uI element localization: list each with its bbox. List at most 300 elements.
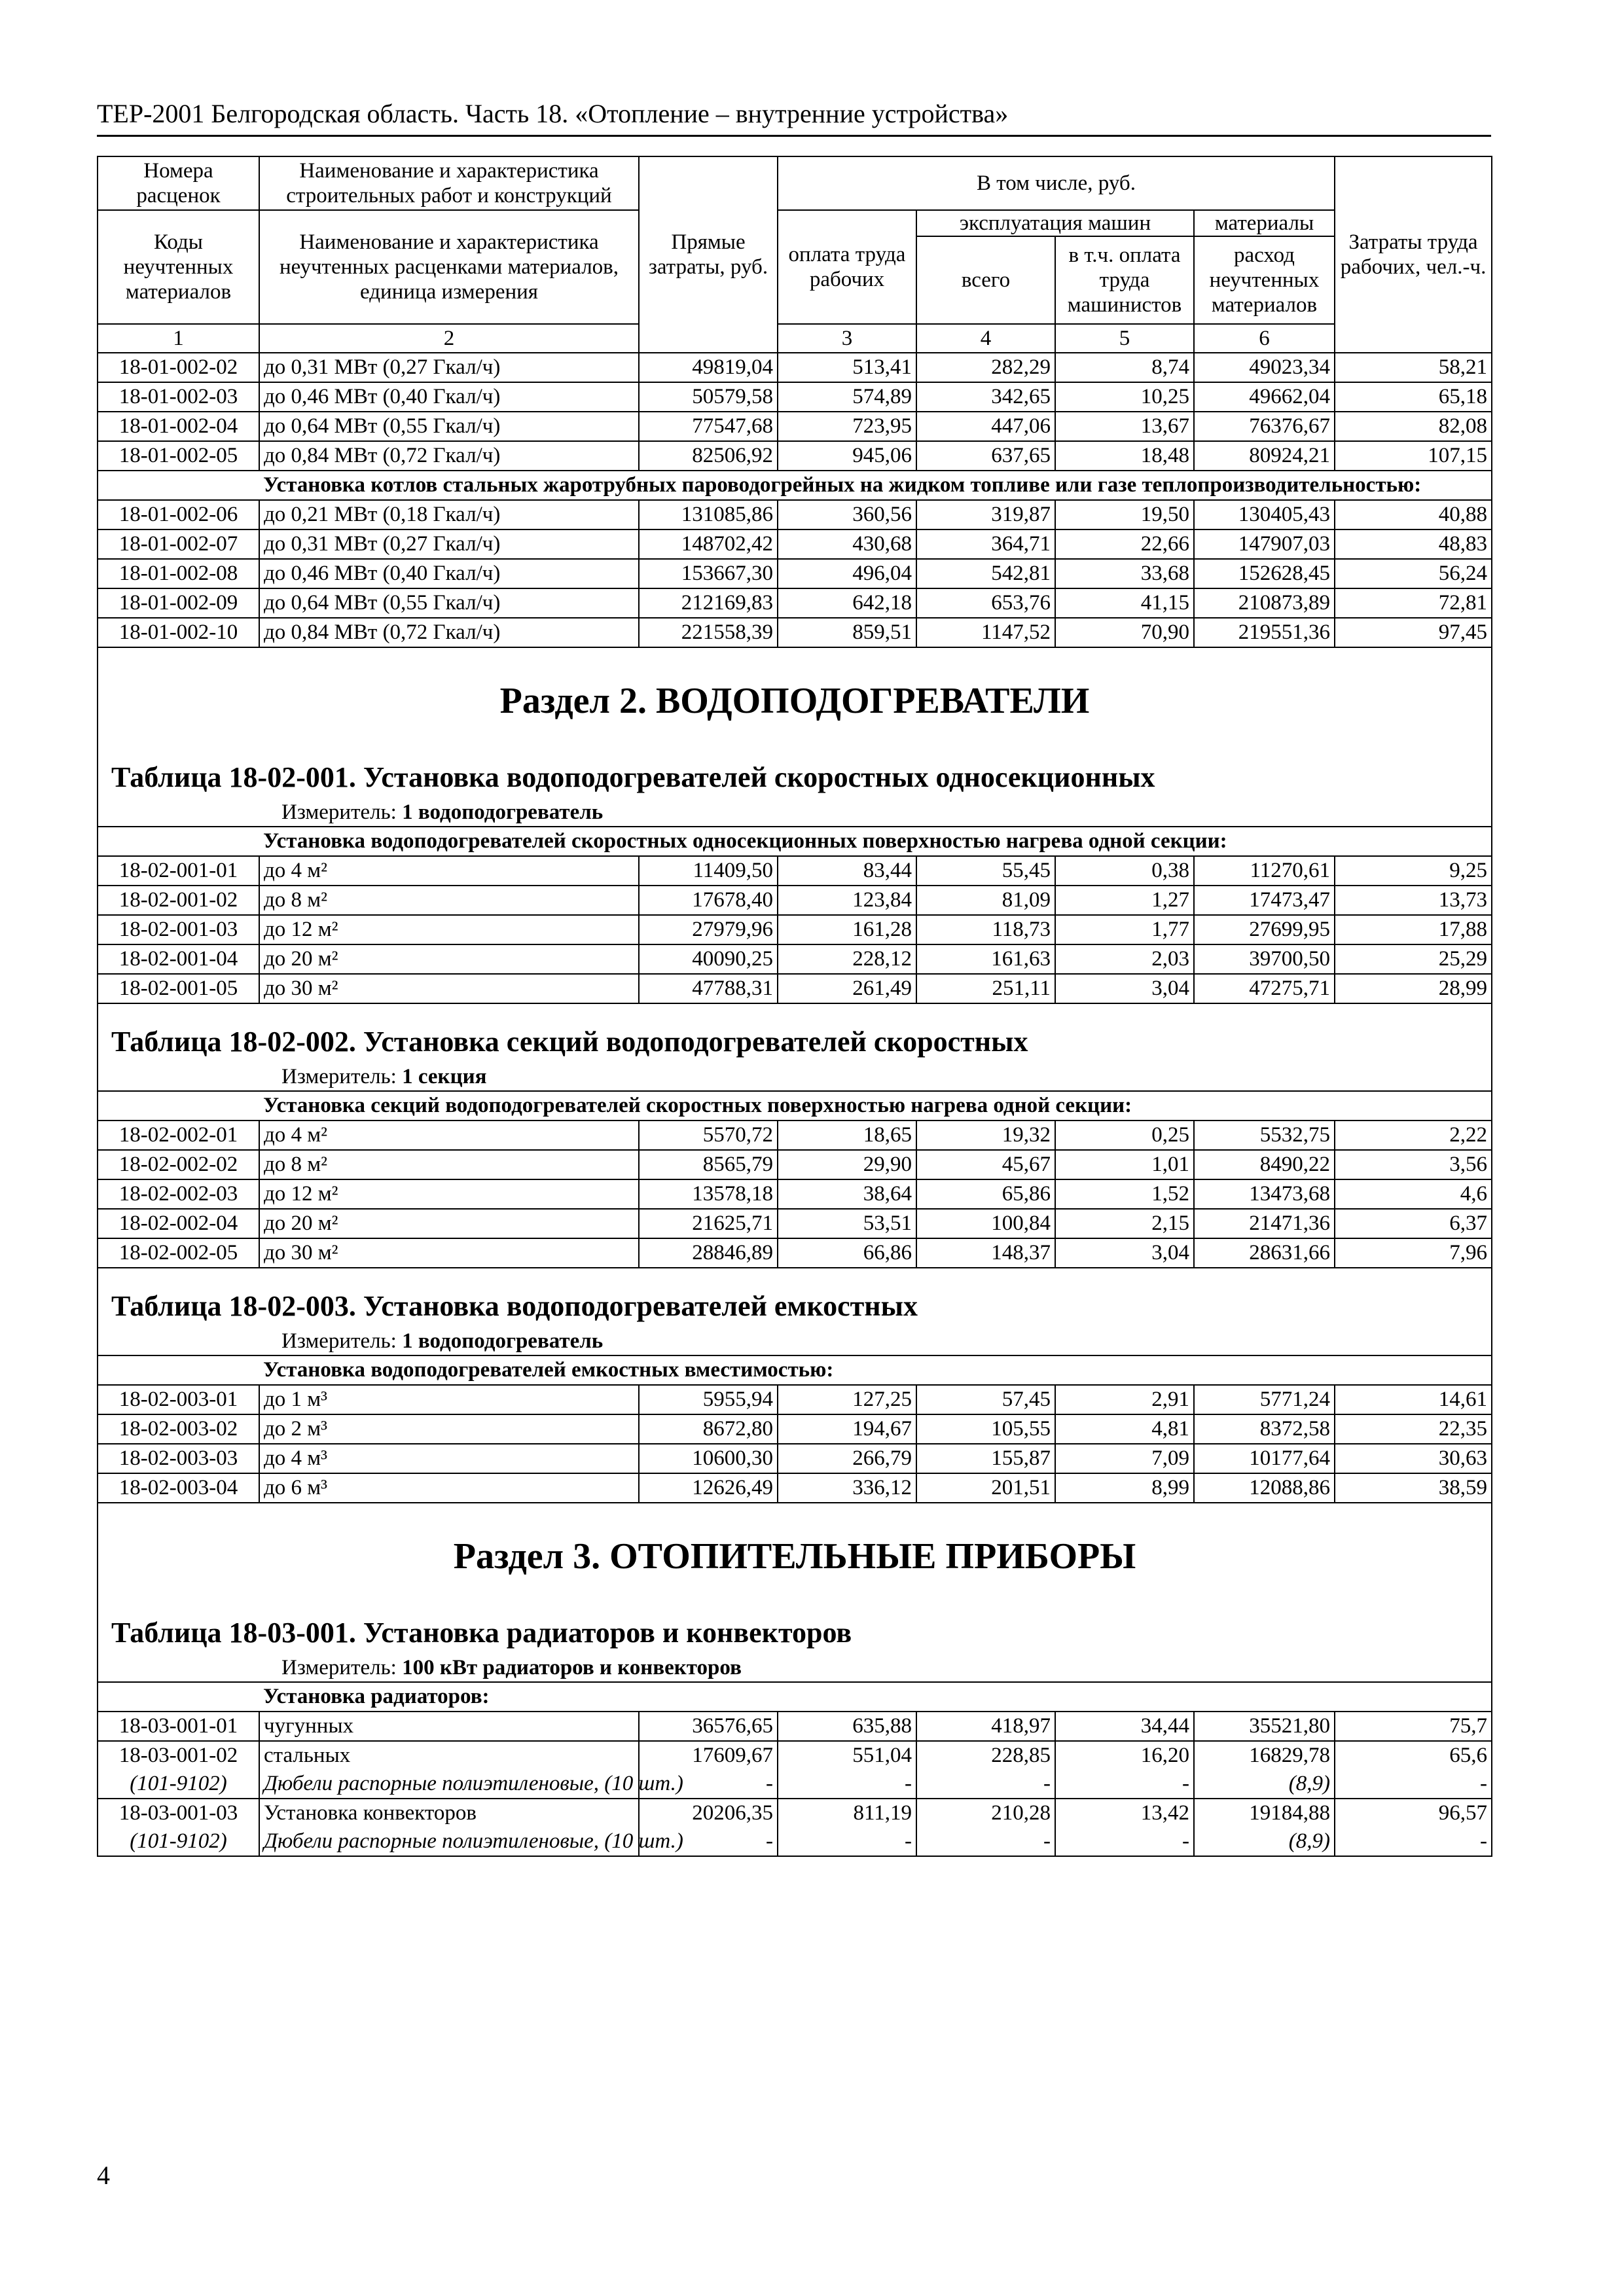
labor-hours: 40,88 bbox=[1335, 500, 1492, 529]
machinist-pay: 1,01 bbox=[1055, 1150, 1194, 1179]
materials-cost: 49023,34 bbox=[1194, 353, 1335, 382]
table-title: Таблица 18-02-001. Установка водоподогревателей скоростных односекционных bbox=[111, 761, 1155, 793]
direct-cost: 8672,80 bbox=[639, 1414, 778, 1444]
rate-code: 18-01-002-09 bbox=[98, 588, 259, 618]
table-row bbox=[98, 1121, 1492, 1150]
machines-total: 155,87 bbox=[916, 1444, 1055, 1473]
labor-cost: 336,12 bbox=[778, 1473, 916, 1503]
labor-hours: 96,57 bbox=[1335, 1799, 1492, 1827]
subheading: Установка радиаторов: bbox=[259, 1682, 1492, 1712]
rate-code: 18-02-001-02 bbox=[98, 886, 259, 915]
materials-cost: 49662,04 bbox=[1194, 382, 1335, 412]
work-name: до 0,64 МВт (0,55 Гкал/ч) bbox=[259, 588, 639, 618]
materials-cost: 47275,71 bbox=[1194, 974, 1335, 1003]
direct-cost: - bbox=[639, 1770, 778, 1799]
machines-total: - bbox=[916, 1770, 1055, 1799]
table-caption bbox=[98, 1503, 1492, 1682]
labor-cost: 161,28 bbox=[778, 915, 916, 944]
materials-cost: 28631,66 bbox=[1194, 1238, 1335, 1268]
labor-cost: 228,12 bbox=[778, 944, 916, 974]
labor-hours: 9,25 bbox=[1335, 856, 1492, 886]
materials-cost: 219551,36 bbox=[1194, 618, 1335, 647]
header-c6: в т.ч. оплата труда машинистов bbox=[1067, 243, 1182, 317]
machines-total: 105,55 bbox=[916, 1414, 1055, 1444]
labor-hours: 75,7 bbox=[1335, 1712, 1492, 1741]
labor-hours: 17,88 bbox=[1335, 915, 1492, 944]
table-caption-row bbox=[98, 1268, 1492, 1355]
materials-cost: 210873,89 bbox=[1194, 588, 1335, 618]
direct-cost: 212169,83 bbox=[639, 588, 778, 618]
table-row bbox=[98, 529, 1492, 559]
machines-total: 19,32 bbox=[916, 1121, 1055, 1150]
labor-hours: 3,56 bbox=[1335, 1150, 1492, 1179]
machinist-pay: 1,77 bbox=[1055, 915, 1194, 944]
labor-cost: 127,25 bbox=[778, 1385, 916, 1414]
direct-cost: 148702,42 bbox=[639, 529, 778, 559]
machines-total: 364,71 bbox=[916, 529, 1055, 559]
work-name: до 8 м² bbox=[259, 1150, 639, 1179]
header-c2a: Наименование и характеристика строительных работ и конструкций bbox=[259, 156, 639, 210]
work-name: до 0,31 МВт (0,27 Гкал/ч) bbox=[259, 353, 639, 382]
labor-cost: 430,68 bbox=[778, 529, 916, 559]
table-body bbox=[98, 353, 1492, 1856]
machines-total: 228,85 bbox=[916, 1741, 1055, 1770]
machinist-pay: 1,27 bbox=[1055, 886, 1194, 915]
labor-hours: 6,37 bbox=[1335, 1209, 1492, 1238]
direct-cost: 12626,49 bbox=[639, 1473, 778, 1503]
document-body bbox=[97, 156, 1491, 1857]
machines-total: 161,63 bbox=[916, 944, 1055, 974]
labor-cost: 551,04 bbox=[778, 1741, 916, 1770]
rate-code: 18-03-001-01 bbox=[98, 1712, 259, 1741]
subheading-row bbox=[98, 827, 1492, 856]
rate-code: 18-02-001-05 bbox=[98, 974, 259, 1003]
measure-unit bbox=[98, 798, 1491, 826]
table-row bbox=[98, 1799, 1492, 1827]
rate-code: 18-02-003-04 bbox=[98, 1473, 259, 1503]
table-row bbox=[98, 1179, 1492, 1209]
col-num: 2 bbox=[259, 324, 639, 353]
table-caption-row bbox=[98, 647, 1492, 827]
work-name: до 20 м² bbox=[259, 944, 639, 974]
work-name: до 0,64 МВт (0,55 Гкал/ч) bbox=[259, 412, 639, 441]
rate-code: 18-02-002-03 bbox=[98, 1179, 259, 1209]
materials-cost: (8,9) bbox=[1194, 1770, 1335, 1799]
machines-total: 653,76 bbox=[916, 588, 1055, 618]
direct-cost: 11409,50 bbox=[639, 856, 778, 886]
machines-total: 118,73 bbox=[916, 915, 1055, 944]
machines-total: 100,84 bbox=[916, 1209, 1055, 1238]
materials-cost: 11270,61 bbox=[1194, 856, 1335, 886]
machinist-pay: 7,09 bbox=[1055, 1444, 1194, 1473]
direct-cost: 17678,40 bbox=[639, 886, 778, 915]
measure-unit bbox=[98, 1654, 1491, 1681]
work-name: до 0,46 МВт (0,40 Гкал/ч) bbox=[259, 382, 639, 412]
labor-hours: 38,59 bbox=[1335, 1473, 1492, 1503]
subheading-row bbox=[98, 471, 1492, 500]
work-name: до 6 м³ bbox=[259, 1473, 639, 1503]
table-row bbox=[98, 1473, 1492, 1503]
direct-cost: 40090,25 bbox=[639, 944, 778, 974]
direct-cost: 153667,30 bbox=[639, 559, 778, 588]
empty-cell bbox=[98, 827, 259, 856]
materials-cost: 16829,78 bbox=[1194, 1741, 1335, 1770]
machines-total: 55,45 bbox=[916, 856, 1055, 886]
materials-cost: 39700,50 bbox=[1194, 944, 1335, 974]
section-title: Раздел 2. ВОДОПОДОГРЕВАТЕЛИ bbox=[499, 681, 1090, 721]
rate-code: 18-01-002-05 bbox=[98, 441, 259, 471]
col-num: 5 bbox=[1055, 324, 1194, 353]
machines-total: 57,45 bbox=[916, 1385, 1055, 1414]
labor-hours: 28,99 bbox=[1335, 974, 1492, 1003]
work-name: до 20 м² bbox=[259, 1209, 639, 1238]
rate-code: 18-02-002-05 bbox=[98, 1238, 259, 1268]
running-header: ТЕР-2001 Белгородская область. Часть 18. «Отопление – внутренние устройства» bbox=[97, 98, 1491, 137]
machinist-pay: 33,68 bbox=[1055, 559, 1194, 588]
rate-code: 18-01-002-08 bbox=[98, 559, 259, 588]
work-name: до 2 м³ bbox=[259, 1414, 639, 1444]
materials-cost: 12088,86 bbox=[1194, 1473, 1335, 1503]
labor-cost: 574,89 bbox=[778, 382, 916, 412]
machinist-pay: 4,81 bbox=[1055, 1414, 1194, 1444]
materials-cost: 152628,45 bbox=[1194, 559, 1335, 588]
rate-code: 18-01-002-04 bbox=[98, 412, 259, 441]
work-name: чугунных bbox=[259, 1712, 639, 1741]
direct-cost: 17609,67 bbox=[639, 1741, 778, 1770]
labor-cost: 859,51 bbox=[778, 618, 916, 647]
rate-code: 18-02-003-01 bbox=[98, 1385, 259, 1414]
machines-total: 65,86 bbox=[916, 1179, 1055, 1209]
subheading: Установка секций водоподогревателей скоростных поверхностью нагрева одной секции: bbox=[259, 1091, 1492, 1121]
work-name: до 8 м² bbox=[259, 886, 639, 915]
direct-cost: 8565,79 bbox=[639, 1150, 778, 1179]
machinist-pay: 2,15 bbox=[1055, 1209, 1194, 1238]
table-row bbox=[98, 382, 1492, 412]
machinist-pay: 8,74 bbox=[1055, 353, 1194, 382]
materials-cost: 13473,68 bbox=[1194, 1179, 1335, 1209]
header-machines: эксплуатация машин bbox=[917, 211, 1193, 237]
machinist-pay: 13,42 bbox=[1055, 1799, 1194, 1827]
col-num: 6 bbox=[1194, 324, 1335, 353]
column-numbers-row bbox=[98, 324, 1492, 353]
materials-cost: 130405,43 bbox=[1194, 500, 1335, 529]
machines-total: 251,11 bbox=[916, 974, 1055, 1003]
table-row bbox=[98, 500, 1492, 529]
labor-cost: 194,67 bbox=[778, 1414, 916, 1444]
table-header bbox=[98, 156, 1492, 353]
work-name: до 12 м² bbox=[259, 1179, 639, 1209]
labor-hours: 107,15 bbox=[1335, 441, 1492, 471]
materials-cost: 10177,64 bbox=[1194, 1444, 1335, 1473]
work-name: стальных bbox=[259, 1741, 639, 1770]
materials-cost: 147907,03 bbox=[1194, 529, 1335, 559]
table-row bbox=[98, 353, 1492, 382]
machinist-pay: 13,67 bbox=[1055, 412, 1194, 441]
work-name: до 12 м² bbox=[259, 915, 639, 944]
labor-cost: 29,90 bbox=[778, 1150, 916, 1179]
machines-total: 45,67 bbox=[916, 1150, 1055, 1179]
table-row bbox=[98, 412, 1492, 441]
labor-cost: 360,56 bbox=[778, 500, 916, 529]
measure-label: Измеритель: bbox=[281, 800, 403, 824]
labor-cost: 38,64 bbox=[778, 1179, 916, 1209]
empty-cell bbox=[98, 1355, 259, 1385]
machinist-pay: 2,91 bbox=[1055, 1385, 1194, 1414]
work-name: до 0,21 МВт (0,18 Гкал/ч) bbox=[259, 500, 639, 529]
direct-cost: 5955,94 bbox=[639, 1385, 778, 1414]
labor-hours: 97,45 bbox=[1335, 618, 1492, 647]
labor-hours: 56,24 bbox=[1335, 559, 1492, 588]
header-c4: оплата труда рабочих bbox=[778, 210, 916, 324]
empty-cell bbox=[98, 1091, 259, 1121]
labor-hours: 65,18 bbox=[1335, 382, 1492, 412]
section-title: Раздел 3. ОТОПИТЕЛЬНЫЕ ПРИБОРЫ bbox=[453, 1536, 1136, 1577]
page-number: 4 bbox=[97, 2161, 110, 2190]
machinist-pay: 2,03 bbox=[1055, 944, 1194, 974]
rate-code: 18-02-001-03 bbox=[98, 915, 259, 944]
rate-code: 18-02-001-04 bbox=[98, 944, 259, 974]
table-caption-row bbox=[98, 1003, 1492, 1091]
labor-cost: 811,19 bbox=[778, 1799, 916, 1827]
machinist-pay: 41,15 bbox=[1055, 588, 1194, 618]
rate-code: 18-01-002-02 bbox=[98, 353, 259, 382]
labor-hours: - bbox=[1335, 1770, 1492, 1799]
direct-cost: 28846,89 bbox=[639, 1238, 778, 1268]
machines-total: 148,37 bbox=[916, 1238, 1055, 1268]
work-name: до 4 м² bbox=[259, 1121, 639, 1150]
table-row bbox=[98, 1827, 1492, 1856]
machines-total: 342,65 bbox=[916, 382, 1055, 412]
table-caption bbox=[98, 647, 1492, 827]
direct-cost: 47788,31 bbox=[639, 974, 778, 1003]
materials-cost: 5532,75 bbox=[1194, 1121, 1335, 1150]
machinist-pay: 34,44 bbox=[1055, 1712, 1194, 1741]
materials-cost: 21471,36 bbox=[1194, 1209, 1335, 1238]
machinist-pay: - bbox=[1055, 1827, 1194, 1856]
machinist-pay: 22,66 bbox=[1055, 529, 1194, 559]
machines-total: 319,87 bbox=[916, 500, 1055, 529]
direct-cost: 221558,39 bbox=[639, 618, 778, 647]
direct-cost: 21625,71 bbox=[639, 1209, 778, 1238]
labor-cost: 945,06 bbox=[778, 441, 916, 471]
table-caption bbox=[98, 1003, 1492, 1091]
rate-code: 18-01-002-03 bbox=[98, 382, 259, 412]
header-c1b: Коды неучтенных материалов bbox=[98, 210, 259, 324]
header-c5: всего bbox=[917, 237, 1056, 323]
subheading: Установка водоподогревателей скоростных односекционных поверхностью нагрева одной секции: bbox=[259, 827, 1492, 856]
machines-total: - bbox=[916, 1827, 1055, 1856]
labor-cost: 261,49 bbox=[778, 974, 916, 1003]
labor-cost: 66,86 bbox=[778, 1238, 916, 1268]
direct-cost: 10600,30 bbox=[639, 1444, 778, 1473]
rate-code: 18-01-002-07 bbox=[98, 529, 259, 559]
empty-cell bbox=[98, 471, 259, 500]
materials-cost: 19184,88 bbox=[1194, 1799, 1335, 1827]
work-name: до 4 м³ bbox=[259, 1444, 639, 1473]
table-row bbox=[98, 588, 1492, 618]
machinist-pay: 70,90 bbox=[1055, 618, 1194, 647]
work-name: Установка конвекторов bbox=[259, 1799, 639, 1827]
machines-total: 1147,52 bbox=[916, 618, 1055, 647]
machines-total: 447,06 bbox=[916, 412, 1055, 441]
labor-cost: 496,04 bbox=[778, 559, 916, 588]
table-row bbox=[98, 618, 1492, 647]
machines-total: 542,81 bbox=[916, 559, 1055, 588]
direct-cost: 5570,72 bbox=[639, 1121, 778, 1150]
header-c3: Прямые затраты, руб. bbox=[639, 156, 778, 353]
work-name: до 4 м² bbox=[259, 856, 639, 886]
rate-code: (101-9102) bbox=[98, 1770, 259, 1799]
table-title: Таблица 18-02-002. Установка секций водоподогревателей скоростных bbox=[111, 1026, 1028, 1058]
measure-value: 1 секция bbox=[402, 1065, 487, 1088]
table-caption-row bbox=[98, 1503, 1492, 1682]
table-row bbox=[98, 1209, 1492, 1238]
col-num: 4 bbox=[916, 324, 1055, 353]
rate-code: 18-01-002-10 bbox=[98, 618, 259, 647]
table-row bbox=[98, 1150, 1492, 1179]
direct-cost: 27979,96 bbox=[639, 915, 778, 944]
machines-total: 210,28 bbox=[916, 1799, 1055, 1827]
labor-hours: 25,29 bbox=[1335, 944, 1492, 974]
labor-hours: 13,73 bbox=[1335, 886, 1492, 915]
col-num: 3 bbox=[778, 324, 916, 353]
rate-code: 18-02-002-01 bbox=[98, 1121, 259, 1150]
labor-hours: 72,81 bbox=[1335, 588, 1492, 618]
measure-unit bbox=[98, 1063, 1491, 1090]
direct-cost: 77547,68 bbox=[639, 412, 778, 441]
machinist-pay: 16,20 bbox=[1055, 1741, 1194, 1770]
direct-cost: 131085,86 bbox=[639, 500, 778, 529]
labor-hours: 58,21 bbox=[1335, 353, 1492, 382]
measure-label: Измеритель: bbox=[281, 1329, 403, 1353]
rate-code: 18-02-002-02 bbox=[98, 1150, 259, 1179]
measure-value: 1 водоподогреватель bbox=[402, 1329, 604, 1353]
rate-code: 18-03-001-02 bbox=[98, 1741, 259, 1770]
table-title: Таблица 18-02-003. Установка водоподогревателей емкостных bbox=[111, 1290, 918, 1322]
subheading-row bbox=[98, 1682, 1492, 1712]
materials-cost: (8,9) bbox=[1194, 1827, 1335, 1856]
labor-hours: 2,22 bbox=[1335, 1121, 1492, 1150]
machinist-pay: 3,04 bbox=[1055, 1238, 1194, 1268]
labor-cost: 642,18 bbox=[778, 588, 916, 618]
labor-hours: 82,08 bbox=[1335, 412, 1492, 441]
machines-total: 282,29 bbox=[916, 353, 1055, 382]
rate-code: 18-02-002-04 bbox=[98, 1209, 259, 1238]
labor-hours: 4,6 bbox=[1335, 1179, 1492, 1209]
subheading: Установка водоподогревателей емкостных вместимостью: bbox=[259, 1355, 1492, 1385]
header-including: В том числе, руб. bbox=[778, 156, 1335, 210]
table-title: Таблица 18-03-001. Установка радиаторов и конвекторов bbox=[111, 1617, 852, 1649]
machinist-pay: 8,99 bbox=[1055, 1473, 1194, 1503]
rate-code: (101-9102) bbox=[98, 1827, 259, 1856]
table-row bbox=[98, 559, 1492, 588]
direct-cost: 49819,04 bbox=[639, 353, 778, 382]
work-name: до 0,31 МВт (0,27 Гкал/ч) bbox=[259, 529, 639, 559]
direct-cost: 36576,65 bbox=[639, 1712, 778, 1741]
machinist-pay: 18,48 bbox=[1055, 441, 1194, 471]
measure-value: 100 кВт радиаторов и конвекторов bbox=[402, 1656, 742, 1679]
materials-cost: 5771,24 bbox=[1194, 1385, 1335, 1414]
machinist-pay: 0,25 bbox=[1055, 1121, 1194, 1150]
rate-code: 18-01-002-06 bbox=[98, 500, 259, 529]
table-row bbox=[98, 915, 1492, 944]
header-c7: расход неучтенных материалов bbox=[1209, 243, 1320, 317]
machinist-pay: 0,38 bbox=[1055, 856, 1194, 886]
empty-cell bbox=[98, 1682, 259, 1712]
header-c2b: Наименование и характеристика неучтенных расценками материалов, единица измерения bbox=[259, 210, 639, 324]
work-name: Дюбели распорные полиэтиленовые, (10 шт.) bbox=[259, 1827, 639, 1856]
labor-hours: 48,83 bbox=[1335, 529, 1492, 559]
labor-hours: 7,96 bbox=[1335, 1238, 1492, 1268]
labor-cost: 635,88 bbox=[778, 1712, 916, 1741]
labor-cost: 18,65 bbox=[778, 1121, 916, 1150]
table-row bbox=[98, 1238, 1492, 1268]
machinist-pay: 19,50 bbox=[1055, 500, 1194, 529]
materials-cost: 80924,21 bbox=[1194, 441, 1335, 471]
table-row bbox=[98, 1770, 1492, 1799]
direct-cost: 20206,35 bbox=[639, 1799, 778, 1827]
header-c8: Затраты труда рабочих, чел.-ч. bbox=[1335, 156, 1492, 353]
machines-total: 81,09 bbox=[916, 886, 1055, 915]
header-machines-block bbox=[916, 210, 1194, 324]
labor-hours: 30,63 bbox=[1335, 1444, 1492, 1473]
table-row bbox=[98, 441, 1492, 471]
labor-hours: - bbox=[1335, 1827, 1492, 1856]
measure-label: Измеритель: bbox=[281, 1656, 403, 1679]
labor-hours: 65,6 bbox=[1335, 1741, 1492, 1770]
measure-value: 1 водоподогреватель bbox=[402, 800, 604, 824]
materials-cost: 17473,47 bbox=[1194, 886, 1335, 915]
work-name: до 0,46 МВт (0,40 Гкал/ч) bbox=[259, 559, 639, 588]
table-row bbox=[98, 1385, 1492, 1414]
header-c1a: Номера расценок bbox=[98, 156, 259, 210]
labor-cost: 266,79 bbox=[778, 1444, 916, 1473]
table-row bbox=[98, 1444, 1492, 1473]
rate-code: 18-02-001-01 bbox=[98, 856, 259, 886]
labor-cost: - bbox=[778, 1770, 916, 1799]
machinist-pay: - bbox=[1055, 1770, 1194, 1799]
materials-cost: 35521,80 bbox=[1194, 1712, 1335, 1741]
rate-code: 18-02-003-02 bbox=[98, 1414, 259, 1444]
table-caption bbox=[98, 1268, 1492, 1355]
machines-total: 637,65 bbox=[916, 441, 1055, 471]
table-row bbox=[98, 1414, 1492, 1444]
col-num: 1 bbox=[98, 324, 259, 353]
price-table bbox=[97, 156, 1492, 1857]
work-name: до 30 м² bbox=[259, 1238, 639, 1268]
machinist-pay: 3,04 bbox=[1055, 974, 1194, 1003]
materials-cost: 8490,22 bbox=[1194, 1150, 1335, 1179]
direct-cost: 13578,18 bbox=[639, 1179, 778, 1209]
materials-cost: 8372,58 bbox=[1194, 1414, 1335, 1444]
direct-cost: 82506,92 bbox=[639, 441, 778, 471]
labor-cost: 123,84 bbox=[778, 886, 916, 915]
machines-total: 418,97 bbox=[916, 1712, 1055, 1741]
labor-cost: 723,95 bbox=[778, 412, 916, 441]
direct-cost: 50579,58 bbox=[639, 382, 778, 412]
table-row bbox=[98, 944, 1492, 974]
machines-total: 201,51 bbox=[916, 1473, 1055, 1503]
labor-hours: 22,35 bbox=[1335, 1414, 1492, 1444]
header-materials: материалы bbox=[1195, 211, 1334, 237]
labor-cost: 53,51 bbox=[778, 1209, 916, 1238]
work-name: до 0,84 МВт (0,72 Гкал/ч) bbox=[259, 441, 639, 471]
table-row bbox=[98, 886, 1492, 915]
table-row bbox=[98, 856, 1492, 886]
work-name: до 0,84 МВт (0,72 Гкал/ч) bbox=[259, 618, 639, 647]
rate-code: 18-02-003-03 bbox=[98, 1444, 259, 1473]
rate-code: 18-03-001-03 bbox=[98, 1799, 259, 1827]
